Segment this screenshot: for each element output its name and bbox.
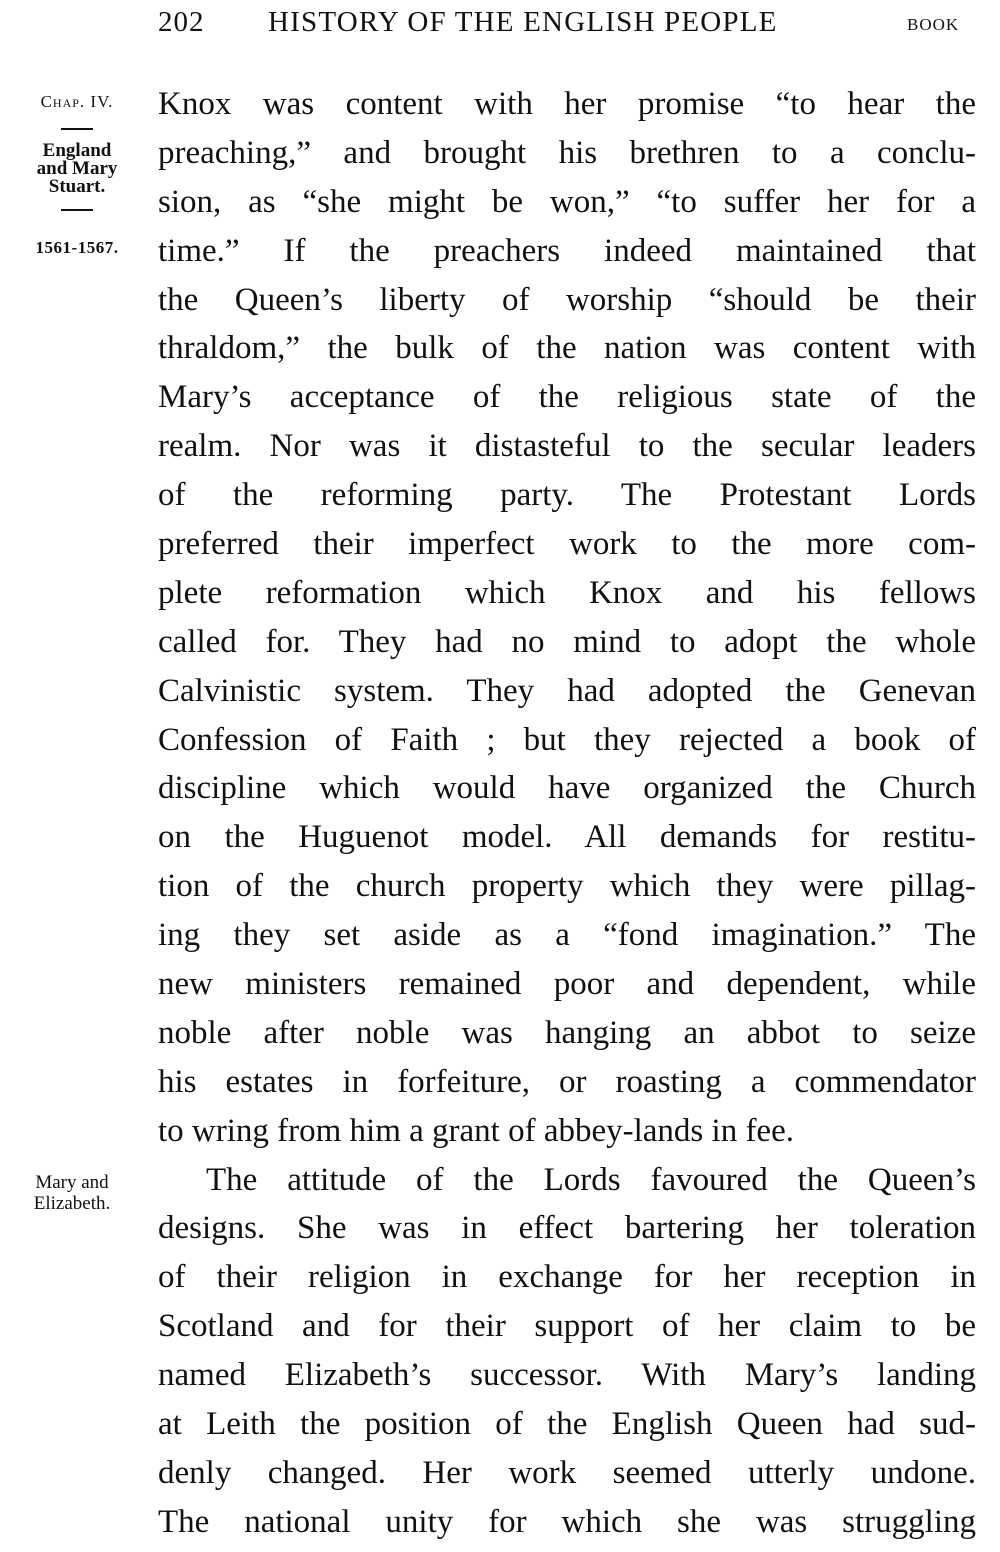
marginal-note [12,1172,132,1214]
text-line: his estates in forfeiture, or roasting a commendator [158,1063,976,1100]
text-line: Calvinistic system. They had adopted the Genevan [158,672,976,709]
text-line: new ministers remained poor and dependent, while [158,966,976,1003]
section-sidenote [12,142,142,196]
running-book-label: BOOK [907,15,960,34]
text-line: preferred their imperfect work to the more com- [158,526,976,563]
page-number: 202 [158,6,205,38]
marginal-note-line-1: Mary and [35,1172,109,1193]
sidenote-rule-bottom [61,209,93,211]
text-line: Mary’s acceptance of the religious state of the [158,379,976,416]
text-line: denly changed. Her work seemed utterly undone. [158,1454,976,1491]
text-line: on the Huguenot model. All demands for restitu- [158,819,976,856]
running-title: HISTORY OF THE ENGLISH PEOPLE [268,6,778,38]
section-title-line-2: and Mary [36,158,118,179]
section-title-line-1: England [42,140,112,161]
text-line: time.” If the preachers indeed maintained that [158,232,976,269]
text-line: called for. They had no mind to adopt the whole [158,623,976,660]
text-line: discipline which would have organized the Church [158,770,976,807]
text-line: the Queen’s liberty of worship “should be their [158,281,976,318]
text-line: of the reforming party. The Protestant Lords [158,477,976,514]
body-text [158,80,976,1547]
text-line: designs. She was in effect bartering her toleration [158,1210,976,1247]
text-line: The attitude of the Lords favoured the Queen’s [206,1161,976,1198]
chapter-sidenote [12,92,142,112]
text-line: Confession of Faith ; but they rejected a book of [158,721,976,758]
text-line: to wring from him a grant of abbey-lands in fee. [158,1112,794,1149]
text-line: named Elizabeth’s successor. With Mary’s landing [158,1357,976,1394]
text-line: thraldom,” the bulk of the nation was content with [158,330,976,367]
chapter-label: Chap. IV. [40,92,114,111]
text-line: Knox was content with her promise “to hear the [158,86,976,122]
text-line: plete reformation which Knox and his fellows [158,574,976,611]
text-line: noble after noble was hanging an abbot to seize [158,1014,976,1051]
text-line: The national unity for which she was struggling [158,1503,976,1540]
text-line: of their religion in exchange for her reception in [158,1259,976,1296]
running-head [0,6,1000,46]
text-line: Scotland and for their support of her claim to be [158,1308,976,1345]
text-line: ing they set aside as a “fond imagination.” The [158,917,976,954]
sidenote-rule-top [61,128,93,130]
marginal-note-line-2: Elizabeth. [33,1193,111,1214]
dates-sidenote: 1561-1567. [35,238,119,257]
text-line: tion of the church property which they were pillag- [158,868,976,905]
text-line: sion, as “she might be won,” “to suffer her for a [158,183,976,220]
section-title-line-3: Stuart. [48,176,106,197]
text-line: at Leith the position of the English Queen had sud- [158,1406,976,1443]
text-line: preaching,” and brought his brethren to a conclu- [158,134,976,171]
text-line: realm. Nor was it distasteful to the secular leaders [158,428,976,465]
